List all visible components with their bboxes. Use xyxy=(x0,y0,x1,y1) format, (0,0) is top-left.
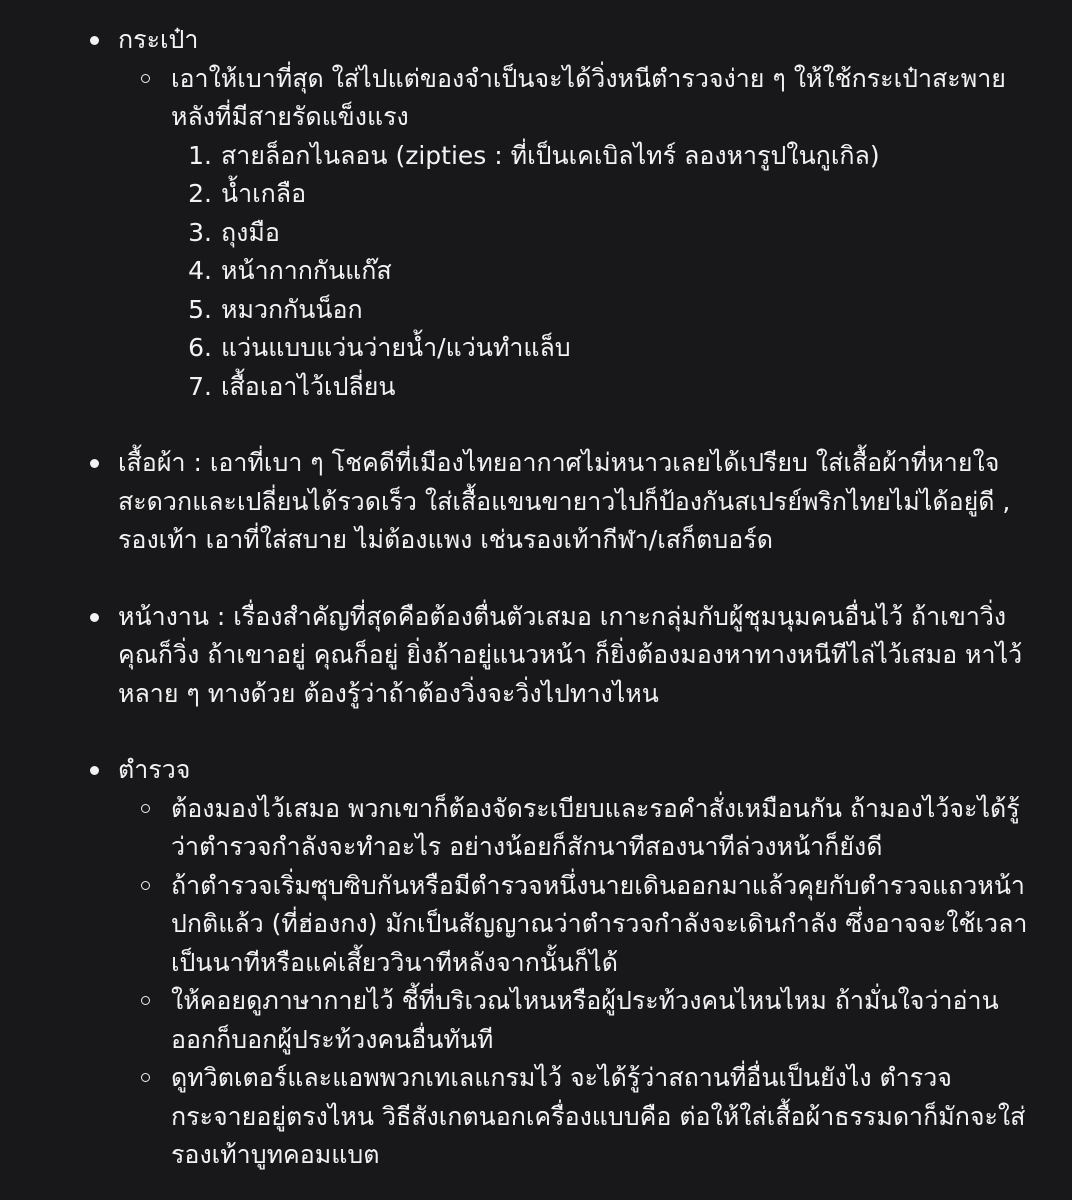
numbered-item-text: แว่นแบบแว่นว่ายน้ำ/แว่นทำแล็บ xyxy=(221,333,571,362)
bullet-item-frontline xyxy=(0,598,1072,714)
numbered-item xyxy=(0,175,1072,214)
numbered-item-text: หน้ากากกันแก๊ส xyxy=(221,256,392,285)
numbered-item xyxy=(0,137,1072,176)
sub-bullet-item xyxy=(0,790,1072,867)
bullet-dot xyxy=(90,459,99,468)
numbered-item xyxy=(0,291,1072,330)
item-number: 7. xyxy=(188,371,212,401)
hollow-bullet xyxy=(141,74,150,83)
hollow-bullet xyxy=(141,1073,150,1082)
sub-bullet-item xyxy=(0,867,1072,983)
hollow-bullet xyxy=(141,996,150,1005)
item-number: 1. xyxy=(188,140,212,170)
bullet-text: เสื้อผ้า : เอาที่เบา ๆ โชคดีที่เมืองไทยอากาศไม่หนาวเลยได้เปรียบ ใส่เสื้อผ้าที่หายใจสะดวกและเปลี่ยนได้รวดเร็ว ใส่เสื้อแขนขายาวไปก็ป้องกันสเปรย์พริกไทยไม่ได้อยู่ดี , รองเท้า เอาที่ใส่สบาย ไม่ต้องแพง เช่นรองเท้ากีฬา/เสก็ตบอร์ด xyxy=(118,448,1011,554)
item-number: 6. xyxy=(188,333,212,362)
numbered-item xyxy=(0,329,1072,368)
bullet-text: หน้างาน : เรื่องสำคัญที่สุดคือต้องตื่นตัวเสมอ เกาะกลุ่มกับผู้ชุมนุมคนอื่นไว้ ถ้าเขาวิ่ง คุณก็วิ่ง ถ้าเขาอยู่ คุณก็อยู่ ยิ่งถ้าอยู่แนวหน้า ก็ยิ่งต้องมองหาทางหนีทีไล่ไว้เสมอ หาไว้หลาย ๆ ทางด้วย ต้องรู้ว่าถ้าต้องวิ่งจะวิ่งไปทางไหน xyxy=(118,601,1023,708)
numbered-item-text: ถุงมือ xyxy=(221,217,280,247)
bullet-item-clothes xyxy=(0,444,1072,560)
bullet-text: ตำรวจ xyxy=(118,755,191,784)
hollow-bullet xyxy=(141,881,150,890)
numbered-item-text: สายล็อกไนลอน (zipties : ที่เป็นเคเบิลไทร์ ลองหารูปในกูเกิล) xyxy=(221,140,880,170)
sub-bullet-item xyxy=(0,1059,1072,1175)
sub-bullet-text: เอาให้เบาที่สุด ใส่ไปแต่ของจำเป็นจะได้วิ่งหนีตำรวจง่าย ๆ ให้ใช้กระเป๋าสะพายหลังที่มีสายรัดแข็งแรง xyxy=(171,63,1006,131)
sub-bullet-text: ให้คอยดูภาษากายไว้ ชี้ที่บริเวณไหนหรือผู้ประท้วงคนไหนไหม ถ้ามั่นใจว่าอ่านออกก็บอกผู้ประท้วงคนอื่นทันที xyxy=(171,986,999,1054)
blank-line xyxy=(0,406,1072,444)
numbered-item xyxy=(0,252,1072,291)
sub-bullet-text: ถ้าตำรวจเริ่มซุบซิบกันหรือมีตำรวจหนึ่งนายเดินออกมาแล้วคุยกับตำรวจแถวหน้า ปกติแล้ว (ที่ฮ่องกง) มักเป็นสัญญาณว่าตำรวจกำลังจะเดินกำลัง ซึ่งอาจจะใช้เวลาเป็นนาทีหรือแค่เสี้ยววินาทีหลังจากนั้นก็ได้ xyxy=(171,870,1028,977)
blank-line xyxy=(0,713,1072,751)
bullet-dot xyxy=(90,36,99,45)
bullet-item-bag xyxy=(0,21,1072,60)
item-number: 2. xyxy=(188,179,212,208)
sub-bullet-text: ต้องมองไว้เสมอ พวกเขาก็ต้องจัดระเบียบและรอคำสั่งเหมือนกัน ถ้ามองไว้จะได้รู้ว่าตำรวจกำลังจะทำอะไร อย่างน้อยก็สักนาทีสองนาทีล่วงหน้าก็ยังดี xyxy=(171,793,1020,861)
item-number: 4. xyxy=(188,256,212,285)
bullet-text: กระเป๋า xyxy=(118,25,199,54)
numbered-item-text: น้ำเกลือ xyxy=(221,179,307,208)
document-body xyxy=(0,21,1072,1175)
bullet-dot xyxy=(90,766,99,775)
hollow-bullet xyxy=(141,804,150,813)
bullet-dot xyxy=(90,613,99,622)
blank-line xyxy=(0,560,1072,598)
numbered-item xyxy=(0,368,1072,407)
numbered-item xyxy=(0,214,1072,253)
sub-bullet-item xyxy=(0,60,1072,137)
numbered-item-text: เสื้อเอาไว้เปลี่ยน xyxy=(221,371,396,401)
item-number: 5. xyxy=(188,294,212,324)
item-number: 3. xyxy=(188,217,212,247)
sub-bullet-text: ดูทวิตเตอร์และแอพพวกเทเลแกรมไว้ จะได้รู้ว่าสถานที่อื่นเป็นยังไง ตำรวจกระจายอยู่ตรงไหน วิธีสังเกตนอกเครื่องแบบคือ ต่อให้ใส่เสื้อผ้าธรรมดาก็มักจะใส่รองเท้าบูทคอมแบต xyxy=(171,1063,1026,1169)
bullet-item-police xyxy=(0,751,1072,790)
sub-bullet-item xyxy=(0,982,1072,1059)
numbered-item-text: หมวกกันน็อก xyxy=(221,294,363,324)
